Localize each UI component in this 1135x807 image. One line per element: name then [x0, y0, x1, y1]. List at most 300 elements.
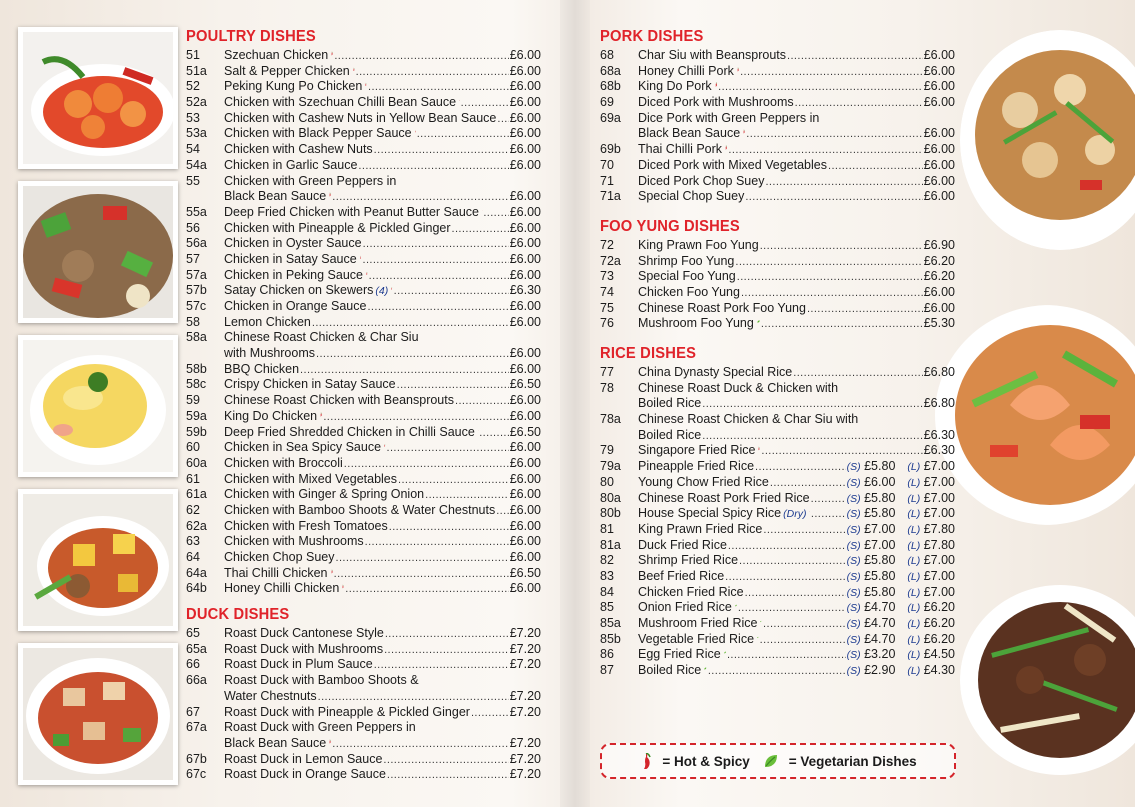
item-number: 51a — [186, 63, 207, 78]
dot-leader — [496, 503, 509, 519]
item-name-line — [224, 440, 541, 456]
item-price: £7.20 — [509, 641, 541, 656]
item-name-line — [224, 64, 541, 80]
dot-leader — [384, 642, 509, 658]
item-number: 53 — [186, 110, 200, 125]
item-number: 66a — [186, 673, 207, 688]
item-name-line — [224, 393, 541, 409]
item-name-line — [638, 316, 955, 332]
item-price: £6.00 — [509, 126, 541, 141]
item-number: 64a — [186, 565, 207, 580]
item-number: 78a — [600, 412, 621, 427]
dot-leader — [417, 126, 509, 142]
item-name: Thai Chilli Chicken — [224, 565, 328, 580]
chili-icon — [329, 736, 331, 747]
dot-leader — [316, 346, 509, 362]
leaf-icon — [760, 616, 762, 627]
dot-leader — [702, 396, 922, 412]
item-number: 68b — [600, 79, 621, 94]
menu-item-row — [600, 585, 955, 601]
item-name: Chinese Roast Pork Fried Rice — [638, 490, 810, 505]
item-number: 66 — [186, 657, 200, 672]
item-number: 54a — [186, 157, 207, 172]
dot-leader — [389, 519, 509, 535]
large-price: £7.80 — [923, 537, 955, 552]
menu-item-row — [186, 48, 541, 64]
menu-item-row — [186, 174, 541, 190]
item-name-line — [638, 174, 955, 190]
item-number: 55 — [186, 173, 200, 188]
item-number: 53a — [186, 126, 207, 141]
item-prices — [847, 600, 955, 617]
item-number: 59a — [186, 408, 207, 423]
item-number: 80b — [600, 506, 621, 521]
item-prices — [847, 616, 955, 633]
item-price: £6.00 — [923, 79, 955, 94]
item-number: 69b — [600, 142, 621, 157]
item-name-line — [224, 736, 541, 752]
item-name: Thai Chilli Pork — [638, 142, 723, 157]
item-name: Mushroom Fried Rice — [638, 616, 758, 630]
dot-leader — [455, 393, 509, 409]
item-name: Roast Duck with Mushrooms — [224, 641, 384, 656]
item-name: Honey Chilli Pork — [638, 63, 734, 78]
small-price: £5.80 — [864, 490, 896, 505]
large-size-label: (L) — [907, 618, 921, 630]
menu-item-row — [600, 269, 955, 285]
large-price: £4.50 — [923, 647, 955, 662]
large-price: £7.00 — [923, 553, 955, 568]
item-name: Szechuan Chicken — [224, 48, 329, 62]
item-name: Chicken in Peking Sauce — [224, 267, 363, 282]
item-number: 52 — [186, 79, 200, 94]
item-name-line — [224, 283, 541, 300]
item-name-line — [224, 409, 541, 425]
item-name-line — [224, 550, 541, 566]
item-price: £6.00 — [509, 189, 541, 204]
item-name-line — [224, 95, 541, 111]
large-size-label: (L) — [907, 476, 921, 489]
menu-item-row — [186, 236, 541, 252]
item-name-line — [224, 48, 541, 64]
dot-leader — [335, 550, 508, 566]
item-number: 83 — [600, 568, 614, 583]
item-name: Chicken Chop Suey — [224, 550, 335, 564]
item-name-line — [638, 569, 955, 586]
menu-item-row — [600, 285, 955, 301]
item-name: Mushroom Foo Yung — [638, 316, 754, 331]
beef-spring-onion-photo — [960, 580, 1135, 780]
item-name: Roast Duck with Pineapple & Pickled Ginger — [224, 704, 470, 719]
item-name: Roast Duck with Green Peppers in — [224, 720, 416, 735]
item-name: Chicken in Oyster Sauce — [224, 236, 362, 251]
legend-hot-label: = Hot & Spicy — [662, 753, 750, 769]
menu-item-row — [600, 111, 955, 127]
item-name-line — [224, 472, 541, 488]
menu-item-row — [600, 553, 955, 569]
small-price: £5.80 — [864, 506, 896, 521]
item-price: £6.50 — [509, 565, 541, 580]
menu-item-row — [186, 64, 541, 80]
menu-item-row — [186, 752, 541, 768]
item-number: 58 — [186, 314, 200, 329]
item-name-line — [638, 126, 955, 142]
item-price: £6.00 — [509, 110, 541, 125]
small-size-label: (S) — [846, 523, 861, 536]
item-name-line — [224, 205, 541, 221]
dot-leader — [323, 409, 508, 425]
item-name: Young Chow Fried Rice — [638, 474, 769, 489]
item-name: Roast Duck in Lemon Sauce — [224, 751, 383, 766]
item-price: £6.00 — [923, 48, 955, 62]
item-name-line — [224, 268, 541, 284]
dot-leader — [365, 534, 509, 550]
item-portion-note: (Dry) — [783, 508, 807, 521]
dot-leader — [368, 79, 509, 95]
item-name: Shrimp Fried Rice — [638, 553, 739, 568]
item-name: Satay Chicken on Skewers — [224, 283, 374, 298]
legend-veg-label: = Vegetarian Dishes — [788, 753, 917, 769]
item-name-line — [224, 534, 541, 550]
menu-item-row — [186, 189, 541, 205]
duck-section-heading: DUCK DISHES — [186, 606, 290, 624]
small-size-label: (S) — [846, 476, 861, 489]
small-size-label: (S) — [846, 461, 861, 474]
item-price: £5.30 — [923, 316, 955, 331]
item-price: £6.00 — [923, 157, 955, 172]
item-name: Black Bean Sauce — [224, 735, 327, 750]
item-name-line — [224, 566, 541, 582]
dot-leader — [318, 689, 509, 705]
menu-item-row — [600, 647, 955, 663]
small-price: £5.80 — [864, 584, 896, 599]
item-name-line — [638, 365, 955, 381]
item-name-line — [224, 142, 541, 158]
item-name-line — [638, 491, 955, 508]
small-size-label: (S) — [846, 649, 861, 662]
item-price: £6.90 — [923, 237, 955, 252]
item-prices — [847, 522, 955, 539]
item-name-line — [224, 362, 541, 378]
large-size-label: (L) — [907, 665, 921, 678]
menu-item-row — [600, 459, 955, 475]
menu-item-row — [600, 538, 955, 554]
item-name-line — [638, 663, 955, 680]
item-number: 72a — [600, 253, 621, 268]
item-number: 73 — [600, 269, 614, 284]
item-prices — [847, 632, 955, 649]
item-price: £7.20 — [509, 751, 541, 766]
dot-leader — [763, 616, 846, 632]
item-price: £6.00 — [509, 440, 541, 455]
item-name: Chicken Foo Yung — [638, 284, 740, 299]
leaf-icon — [735, 600, 737, 611]
menu-item-row — [600, 174, 955, 190]
dot-leader — [425, 487, 509, 503]
leaf-icon — [704, 663, 707, 674]
item-name-line — [224, 689, 541, 705]
leaf-icon — [757, 316, 760, 327]
item-number: 78 — [600, 380, 614, 395]
item-name: Chinese Roast Pork Foo Yung — [638, 300, 806, 315]
dot-leader — [367, 299, 508, 315]
item-name: King Do Chicken — [224, 408, 318, 423]
item-price: £6.80 — [923, 396, 955, 411]
item-name: Salt & Pepper Chicken — [224, 63, 350, 78]
item-number: 71a — [600, 189, 621, 204]
large-size-label: (L) — [907, 523, 921, 536]
dot-leader — [745, 585, 846, 601]
large-size-label: (L) — [907, 586, 921, 599]
dot-leader — [727, 647, 846, 663]
item-name-line — [638, 412, 955, 428]
dot-leader — [383, 752, 508, 768]
menu-item-row — [600, 506, 955, 522]
item-name-line — [638, 600, 955, 617]
dot-leader — [735, 254, 922, 270]
item-price: £6.30 — [509, 283, 541, 298]
left-menu-column — [186, 26, 541, 783]
chili-icon — [715, 79, 717, 90]
dot-leader — [811, 506, 846, 522]
pineapple-chicken-photo — [18, 489, 178, 631]
item-price: £6.30 — [923, 427, 955, 442]
dot-leader — [765, 174, 922, 190]
item-name: Chinese Roast Chicken & Char Siu with — [638, 412, 859, 427]
item-price: £6.20 — [923, 253, 955, 268]
menu-item-row — [600, 48, 955, 64]
item-name: Boiled Rice — [638, 396, 702, 411]
fooyung-section-heading: FOO YUNG DISHES — [600, 217, 740, 235]
item-name: Chicken in Sea Spicy Sauce — [224, 440, 382, 455]
item-name: King Do Pork — [638, 79, 712, 94]
item-name-line — [224, 111, 541, 127]
item-price: £6.00 — [509, 299, 541, 313]
item-price: £7.20 — [509, 657, 541, 672]
item-prices — [847, 585, 955, 602]
menu-item-row — [186, 252, 541, 268]
dot-leader — [741, 285, 923, 301]
item-number: 57b — [186, 283, 207, 298]
small-price: £6.00 — [864, 474, 896, 489]
dot-leader — [398, 472, 509, 488]
item-number: 76 — [600, 316, 614, 331]
item-price: £7.20 — [509, 735, 541, 750]
item-number: 64b — [186, 581, 207, 596]
item-name-line — [638, 269, 955, 285]
menu-item-row — [186, 142, 541, 158]
chili-icon — [758, 443, 760, 454]
dot-leader — [471, 705, 509, 721]
dot-leader — [811, 491, 846, 507]
item-number: 58a — [186, 330, 207, 345]
item-prices — [847, 475, 955, 492]
sweet-sour-chicken-photo — [18, 27, 178, 169]
item-name-line — [638, 79, 955, 95]
menu-item-row — [186, 158, 541, 174]
menu-item-row — [186, 268, 541, 284]
item-number: 62a — [186, 518, 207, 533]
menu-item-row — [600, 126, 955, 142]
small-price: £4.70 — [864, 600, 896, 615]
item-prices — [847, 663, 955, 680]
small-price: £4.70 — [864, 631, 896, 646]
item-price: £6.00 — [509, 455, 541, 470]
dot-leader — [828, 158, 923, 174]
dot-leader — [461, 95, 509, 111]
item-name: Roast Duck Cantonese Style — [224, 626, 384, 641]
item-price: £6.00 — [509, 550, 541, 564]
menu-item-row — [186, 657, 541, 673]
item-name-line — [224, 456, 541, 472]
item-number: 60 — [186, 440, 200, 455]
large-price: £7.00 — [923, 474, 955, 489]
large-price: £6.20 — [923, 600, 955, 615]
dot-leader — [332, 736, 508, 752]
chili-icon — [737, 64, 739, 75]
item-name: Chinese Roast Chicken with Beansprouts — [224, 393, 454, 408]
menu-item-row — [186, 79, 541, 95]
item-number: 87 — [600, 663, 614, 678]
item-name: BBQ Chicken — [224, 361, 300, 376]
item-number: 61a — [186, 487, 207, 502]
menu-item-row — [600, 381, 955, 397]
item-name-line — [224, 673, 541, 689]
item-number: 67a — [186, 720, 207, 735]
dot-leader — [787, 48, 923, 64]
dot-leader — [344, 456, 509, 472]
item-prices — [847, 538, 955, 555]
dot-leader — [755, 459, 846, 475]
large-size-label: (L) — [907, 539, 921, 552]
item-name: Chicken with Green Peppers in — [224, 173, 397, 188]
small-price: £5.80 — [864, 553, 896, 568]
menu-item-row — [186, 566, 541, 582]
item-number: 57 — [186, 251, 200, 266]
item-number: 85 — [600, 600, 614, 615]
item-price: £6.20 — [923, 269, 955, 284]
large-price: £7.00 — [923, 568, 955, 583]
item-price: £6.00 — [509, 393, 541, 408]
menu-item-row — [600, 316, 955, 332]
item-name-line — [638, 142, 955, 158]
item-number: 54 — [186, 142, 200, 157]
item-name: Chicken with Broccoli — [224, 455, 343, 470]
item-name: King Prawn Foo Yung — [638, 237, 759, 252]
item-name: Dice Pork with Green Peppers in — [638, 110, 820, 125]
menu-item-row — [186, 393, 541, 409]
dot-leader — [385, 626, 509, 642]
large-price: £7.00 — [923, 490, 955, 505]
dot-leader — [728, 142, 922, 158]
leaf-icon — [724, 647, 726, 658]
item-number: 67b — [186, 751, 207, 766]
menu-item-row — [600, 600, 955, 616]
small-price: £7.00 — [864, 521, 896, 536]
item-price: £6.00 — [923, 284, 955, 299]
item-prices — [847, 491, 955, 508]
item-price: £6.00 — [509, 236, 541, 251]
menu-item-row — [186, 503, 541, 519]
item-name-line — [638, 285, 955, 301]
menu-item-row — [600, 365, 955, 381]
item-name: Diced Pork Chop Suey — [638, 173, 765, 188]
item-number: 62 — [186, 502, 200, 517]
menu-item-row — [600, 79, 955, 95]
menu-item-row — [600, 475, 955, 491]
menu-item-row — [186, 689, 541, 705]
dot-leader — [369, 268, 509, 284]
dot-leader — [761, 316, 923, 332]
item-name-line — [224, 315, 541, 331]
small-size-label: (S) — [846, 555, 861, 568]
small-price: £7.00 — [864, 537, 896, 552]
item-name: Chicken in Orange Sauce — [224, 299, 367, 313]
item-name: Chicken with Mushrooms — [224, 534, 364, 549]
dot-leader — [740, 64, 923, 80]
chili-icon — [320, 409, 322, 420]
chili-icon — [365, 79, 367, 90]
item-name-line — [638, 301, 955, 317]
menu-item-row — [186, 126, 541, 142]
item-number: 85a — [600, 616, 621, 630]
rice-section-heading: RICE DISHES — [600, 345, 697, 362]
menu-item-row — [186, 409, 541, 425]
large-size-label: (L) — [907, 633, 921, 646]
item-name: Pineapple Fried Rice — [638, 459, 755, 474]
item-name-line — [638, 64, 955, 80]
chili-icon — [360, 252, 362, 263]
menu-item-row — [600, 238, 955, 254]
item-price: £6.00 — [509, 518, 541, 533]
item-name-line — [638, 647, 955, 664]
menu-item-row — [186, 642, 541, 658]
menu-item-row — [600, 254, 955, 270]
item-number: 57a — [186, 267, 207, 282]
item-name: Chicken in Garlic Sauce — [224, 157, 358, 172]
dot-leader — [795, 95, 923, 111]
item-name: Chicken with Bamboo Shoots & Water Chestnuts — [224, 502, 496, 517]
menu-item-row — [186, 205, 541, 221]
item-number: 65 — [186, 626, 200, 641]
item-name: Roast Duck in Plum Sauce — [224, 657, 373, 672]
menu-item-row — [600, 64, 955, 80]
chili-icon — [331, 566, 333, 577]
item-name: Chicken with Szechuan Chilli Bean Sauce — [224, 95, 457, 110]
item-name-line — [224, 752, 541, 768]
page-fold — [560, 0, 590, 807]
item-name-line — [224, 642, 541, 658]
item-price: £6.00 — [509, 251, 541, 266]
dot-leader — [358, 158, 508, 174]
item-name: House Special Spicy Rice — [638, 506, 782, 521]
dot-leader — [394, 283, 509, 299]
menu-item-row — [600, 189, 955, 205]
item-name: Deep Fried Shredded Chicken in Chilli Sauce — [224, 424, 475, 439]
item-prices — [847, 459, 955, 476]
item-name: Chicken in Satay Sauce — [224, 251, 357, 266]
dot-leader — [737, 269, 923, 285]
item-name: Chicken with Cashew Nuts in Yellow Bean Sauce — [224, 110, 497, 125]
item-price: £6.00 — [923, 126, 955, 141]
dot-leader — [708, 663, 846, 679]
menu-item-row — [186, 425, 541, 441]
item-name: Lemon Chicken — [224, 314, 311, 329]
dot-leader — [332, 189, 508, 205]
large-size-label: (L) — [907, 461, 921, 474]
menu-item-row — [186, 111, 541, 127]
dot-leader — [452, 221, 509, 237]
